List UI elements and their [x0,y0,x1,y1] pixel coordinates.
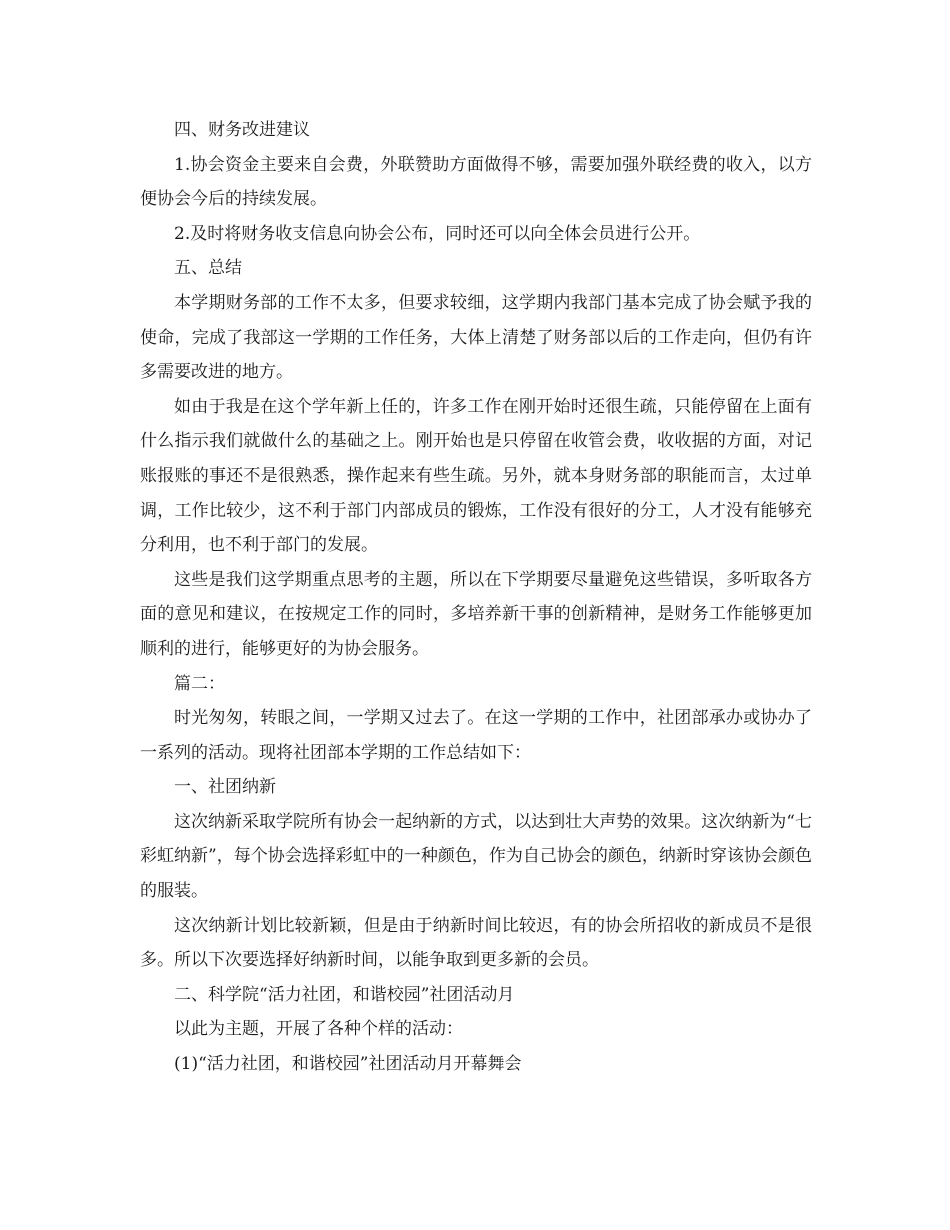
section-heading-recruitment: 一、社团纳新 [174,777,276,798]
section-heading-summary: 五、总结 [174,258,242,279]
document-body [140,113,812,1082]
section-heading-activity-month: 二、科学院“活力社团，和谐校园”社团活动月 [174,984,515,1005]
paragraph-suggestion-2: 2.及时将财务收支信息向协会公布，同时还可以向全体会员进行公开。 [174,223,701,244]
paragraph-summary-1: 本学期财务部的工作不太多，但要求较细，这学期内我部门基本完成了协会赋予我的使命，完成了我部这一学期的工作任务，大体上清楚了财务部以后的工作走向，但仍有许多需要改进的地方。 [140,292,812,383]
paragraph-summary-3: 这些是我们这学期重点思考的主题，所以在下学期要尽量避免这些错误，多听取各方面的意见和建议，在按规定工作的同时，多培养新干事的创新精神，是财务工作能够更加顺利的进行，能够更好的为协会服务。 [140,569,812,659]
paragraph-suggestion-1: 1.协会资金主要来自会费，外联赞助方面做得不够，需要加强外联经费的收入，以方便协会今后的持续发展。 [140,154,812,210]
paragraph-summary-2: 如由于我是在这个学年新上任的，许多工作在刚开始时还很生疏，只能停留在上面有什么指示我们就做什么的基础之上。刚开始也是只停留在收管会费，收收据的方面，对记账报账的事还不是很熟悉，操作起来有些生疏。另外，就本身财务部的职能而言，太过单调，工作比较少，这不利于部门内部成员的锻炼，工作没有很好的分工，人才没有能够充分利用，也不利于部门的发展。 [140,396,812,556]
paragraph-recruitment-2: 这次纳新计划比较新颖，但是由于纳新时间比较迟，有的协会所招收的新成员不是很多。所以下次要选择好纳新时间，以能争取到更多新的会员。 [140,915,812,971]
list-item-opening-dance: (1)“活力社团，和谐校园”社团活动月开幕舞会 [174,1054,522,1075]
section-heading-part-two: 篇二： [174,673,225,694]
paragraph-intro: 时光匆匆，转眼之间，一学期又过去了。在这一学期的工作中，社团部承办或协办了一系列的活动。现将社团部本学期的工作总结如下： [140,708,812,763]
section-heading-finance-suggestions: 四、财务改进建议 [174,120,310,140]
paragraph-recruitment-1: 这次纳新采取学院所有协会一起纳新的方式，以达到壮大声势的效果。这次纳新为“七彩虹纳新”，每个协会选择彩虹中的一种颜色，作为自己协会的颜色，纳新时穿该协会颜色的服装。 [140,811,812,902]
paragraph-activity-theme: 以此为主题，开展了各种个样的活动： [174,1019,463,1040]
